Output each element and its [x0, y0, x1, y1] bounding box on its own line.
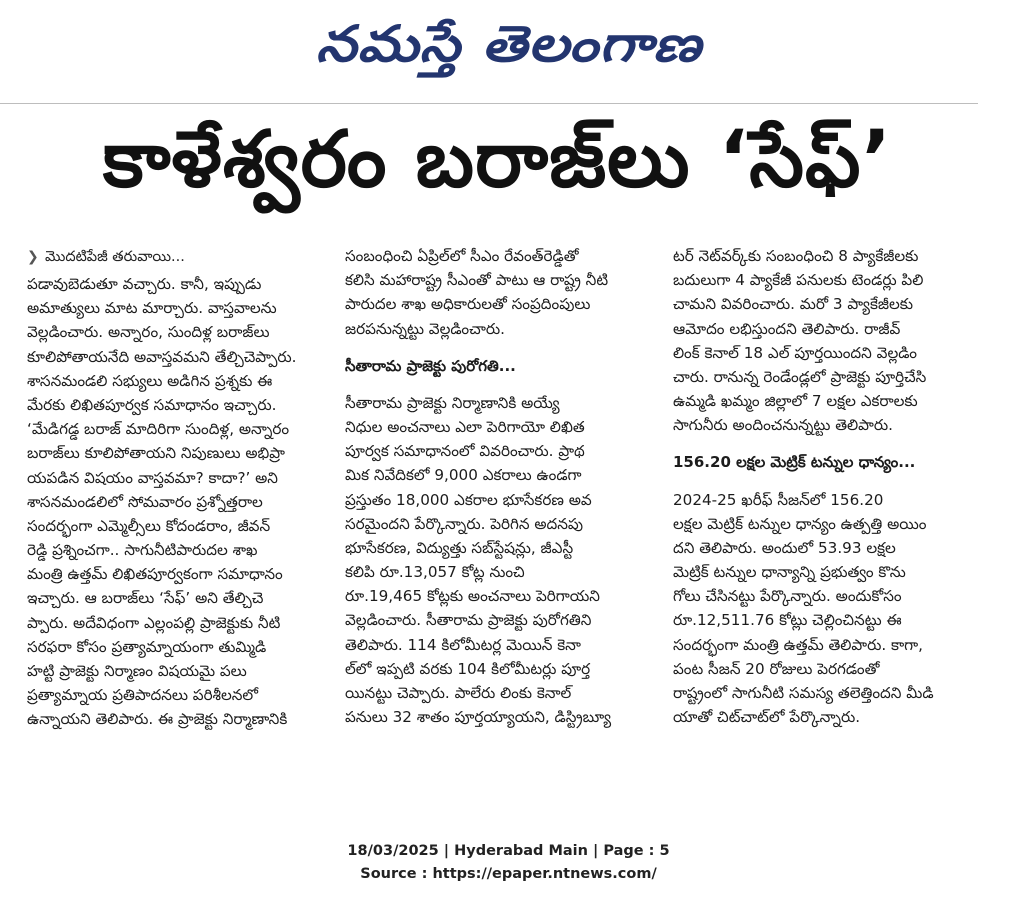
masthead-divider — [0, 103, 978, 104]
subhead-seetharama: సీతారామ ప్రాజెక్టు పురోగతి... — [345, 356, 516, 375]
text-line: శాసనమండలిలో సోమవారం ప్రశ్నోత్తరాల — [27, 492, 263, 511]
text-line: సందర్భంగా ఎమ్మెల్సీలు కోదండరాం, జీవన్ — [27, 516, 271, 535]
text-line: సంబంధించి ఏప్రిల్‌లో సీఎం రేవంత్‌రెడ్డితో — [345, 247, 579, 265]
text-line: లింక్ కెనాల్ 18 ఎల్ పూర్తయిందని వెల్లడిం — [673, 343, 917, 362]
text-line: పారుదల శాఖ అధికారులతో సంప్రదింపులు — [345, 295, 591, 314]
text-line: చారు. రానున్న రెండేండ్లలో ప్రాజెక్టు పూర్తిచేసి — [673, 367, 927, 386]
text-line: శాసనమండలి సభ్యులు అడిగిన ప్రశ్నకు ఈ — [27, 371, 273, 390]
text-line: ఇచ్చారు. ఆ బరాజ్‌లు ‘సేఫ్’ అని తేల్చిచె — [27, 589, 264, 608]
column-3-body-bottom — [673, 488, 959, 730]
text-line: ప్రత్యామ్నాయ ప్రతిపాదనలు పరిశీలనలో — [27, 686, 258, 705]
text-line: బదులుగా 4 ప్యాకేజీ పనులకు టెండర్లు పిలి — [673, 271, 924, 290]
column-3-body-top — [673, 244, 959, 438]
text-line: కూలిపోతాయనేది అవాస్తవమని తేల్చిచెప్పారు. — [27, 347, 297, 366]
text-line: యినట్టు చెప్పారు. పాలేరు లింకు కెనాల్ — [345, 684, 572, 702]
text-line: కలిపి రూ.13,057 కోట్ల నుంచి — [345, 563, 525, 582]
text-line: దని తెలిపారు. అందులో 53.93 లక్షల — [673, 538, 896, 557]
text-line: రాష్ట్రంలో సాగునీటి సమస్య తలెత్తిందని మీడి — [673, 684, 934, 702]
kicker-text: మొదటిపేజీ తరువాయి... — [45, 248, 185, 265]
article-column-2 — [345, 244, 651, 729]
text-line: సాగునీరు అందించనున్నట్టు తెలిపారు. — [673, 416, 893, 435]
text-line: మేరకు లిఖితపూర్వక సమాధానం ఇచ్చారు. — [27, 395, 277, 414]
text-line: పూర్వక సమాధానంలో వివరించారు. ప్రాథ — [345, 442, 585, 461]
text-line: వెల్లడించారు. సీతారామ ప్రాజెక్టు పురోగతిని — [345, 611, 592, 630]
text-line: గోలు చేసినట్టు పేర్కొన్నారు. అందుకోసం — [673, 587, 902, 606]
text-line: మిక నివేదికలో 9,000 ఎకరాలు ఉండగా — [345, 466, 582, 485]
article-column-1 — [27, 244, 337, 732]
text-line: ‘మేడిగడ్డ బరాజ్ మాదిరిగా సుందిళ్ల, అన్నారం — [27, 420, 290, 439]
text-line: సరఫరా కోసం ప్రత్యామ్నాయంగా తుమ్మిడి — [27, 637, 267, 656]
text-line: సీతారామ ప్రాజెక్టు నిర్మాణానికి అయ్యే — [345, 393, 560, 412]
column-1-body — [27, 272, 337, 732]
text-line: బరాజ్‌లు కూలిపోతాయని నిపుణులు అభిప్రా — [27, 444, 285, 463]
text-line: పంట సీజన్ 20 రోజులు పెరగడంతో — [673, 659, 880, 678]
text-line: నిధుల అంచనాలు ఎలా పెరిగాయో లిఖిత — [345, 417, 585, 436]
text-line: రూ.12,511.76 కోట్లు చెల్లించినట్టు ఈ — [673, 611, 902, 630]
text-line: యాతో చిట్‌చాట్‌లో పేర్కొన్నారు. — [673, 708, 861, 727]
text-line: తెలిపారు. 114 కిలోమీటర్ల మెయిన్ కెనా — [345, 635, 581, 654]
footer-edition-info: 18/03/2025 | Hyderabad Main | Page : 5 — [347, 843, 670, 859]
masthead — [0, 0, 1017, 100]
text-line: యపడిన విషయం వాస్తవమా? కాదా?’ అని — [27, 468, 278, 487]
text-line: మంత్రి ఉత్తమ్ లిఖితపూర్వకంగా సమాధానం — [27, 565, 283, 584]
text-line: రూ.19,465 కోట్లకు అంచనాలు పెరిగాయని — [345, 587, 600, 606]
text-line: భూసేకరణ, విద్యుత్తు సబ్‌స్టేషన్లు, జీఎస్టీ — [345, 538, 574, 557]
text-line: లక్షల మెట్రిక్ టన్నుల ధాన్యం ఉత్పత్తి అయిం — [673, 514, 927, 533]
text-line: హట్టి ప్రాజెక్టు నిర్మాణం విషయమై పలు — [27, 662, 247, 680]
text-line: ఉన్నాయని తెలిపారు. ఈ ప్రాజెక్టు నిర్మాణానికి — [27, 710, 288, 729]
text-line: ల్‌లో ఇప్పటి వరకు 104 కిలోమీటర్లు పూర్త — [345, 659, 591, 678]
text-line: ఉమ్మడి ఖమ్మం జిల్లాలో 7 లక్షల ఎకరాలకు — [673, 392, 918, 411]
text-line: మెట్రిక్ టన్నుల ధాన్యాన్ని ప్రభుత్వం కొను — [673, 563, 906, 582]
chevron-right-icon: ❯ — [27, 248, 39, 265]
text-line: వెల్లడించారు. అన్నారం, సుందిళ్ల బరాజ్‌లు — [27, 323, 270, 342]
text-line: టర్ నెట్‌వర్క్‌కు సంబంధించి 8 ప్యాకేజీలకు — [673, 247, 919, 265]
continuation-kicker — [27, 244, 337, 270]
article-headline: కాళేశ్వరం బరాజ్‌లు ‘సేఫ్‌’ — [102, 114, 893, 205]
text-line: కలిసి మహారాష్ట్ర సీఎంతో పాటు ఆ రాష్ట్ర నీటి — [345, 271, 609, 290]
article-column-3 — [673, 244, 959, 729]
masthead-logo: నమస్తే తెలంగాణ — [315, 14, 702, 73]
text-line: సందర్భంగా మంత్రి ఉత్తమ్ తెలిపారు. కాగా, — [673, 635, 923, 654]
column-2-body-bottom — [345, 391, 651, 730]
text-line: రెడ్డి ప్రశ్నించగా.. సాగునీటిపారుదల శాఖ — [27, 541, 258, 560]
text-line: జరపనున్నట్టు వెల్లడించారు. — [345, 319, 505, 338]
text-line: ప్రస్తుతం 18,000 ఎకరాల భూసేకరణ అవ — [345, 490, 592, 509]
subhead-grain: 156.20 లక్షల మెట్రిక్ టన్నుల ధాన్యం... — [673, 453, 916, 472]
text-line: పడావుబెడుతూ వచ్చారు. కానీ, ఇప్పుడు — [27, 275, 262, 293]
text-line: సరమైందని పేర్కొన్నారు. పెరిగిన అదనపు — [345, 514, 584, 533]
footer-source: Source : https://epaper.ntnews.com/ — [360, 866, 657, 882]
text-line: 2024-25 ఖరీఫ్ సీజన్‌లో 156.20 — [673, 490, 884, 509]
text-line: పనులు 32 శాతం పూర్తయ్యాయని, డిస్ట్రిబ్యూ — [345, 708, 612, 727]
text-line: అమాత్యులు మాట మార్చారు. వాస్తవాలను — [27, 299, 277, 318]
text-line: చామని వివరించారు. మరో 3 ప్యాకేజీలకు — [673, 295, 913, 314]
text-line: ఆమోదం లభిస్తుందని తెలిపారు. రాజీవ్ — [673, 319, 901, 338]
column-2-body-top — [345, 244, 651, 341]
text-line: ప్పారు. అదేవిధంగా ఎల్లంపల్లి ప్రాజెక్టుకు నీటి — [27, 613, 281, 632]
